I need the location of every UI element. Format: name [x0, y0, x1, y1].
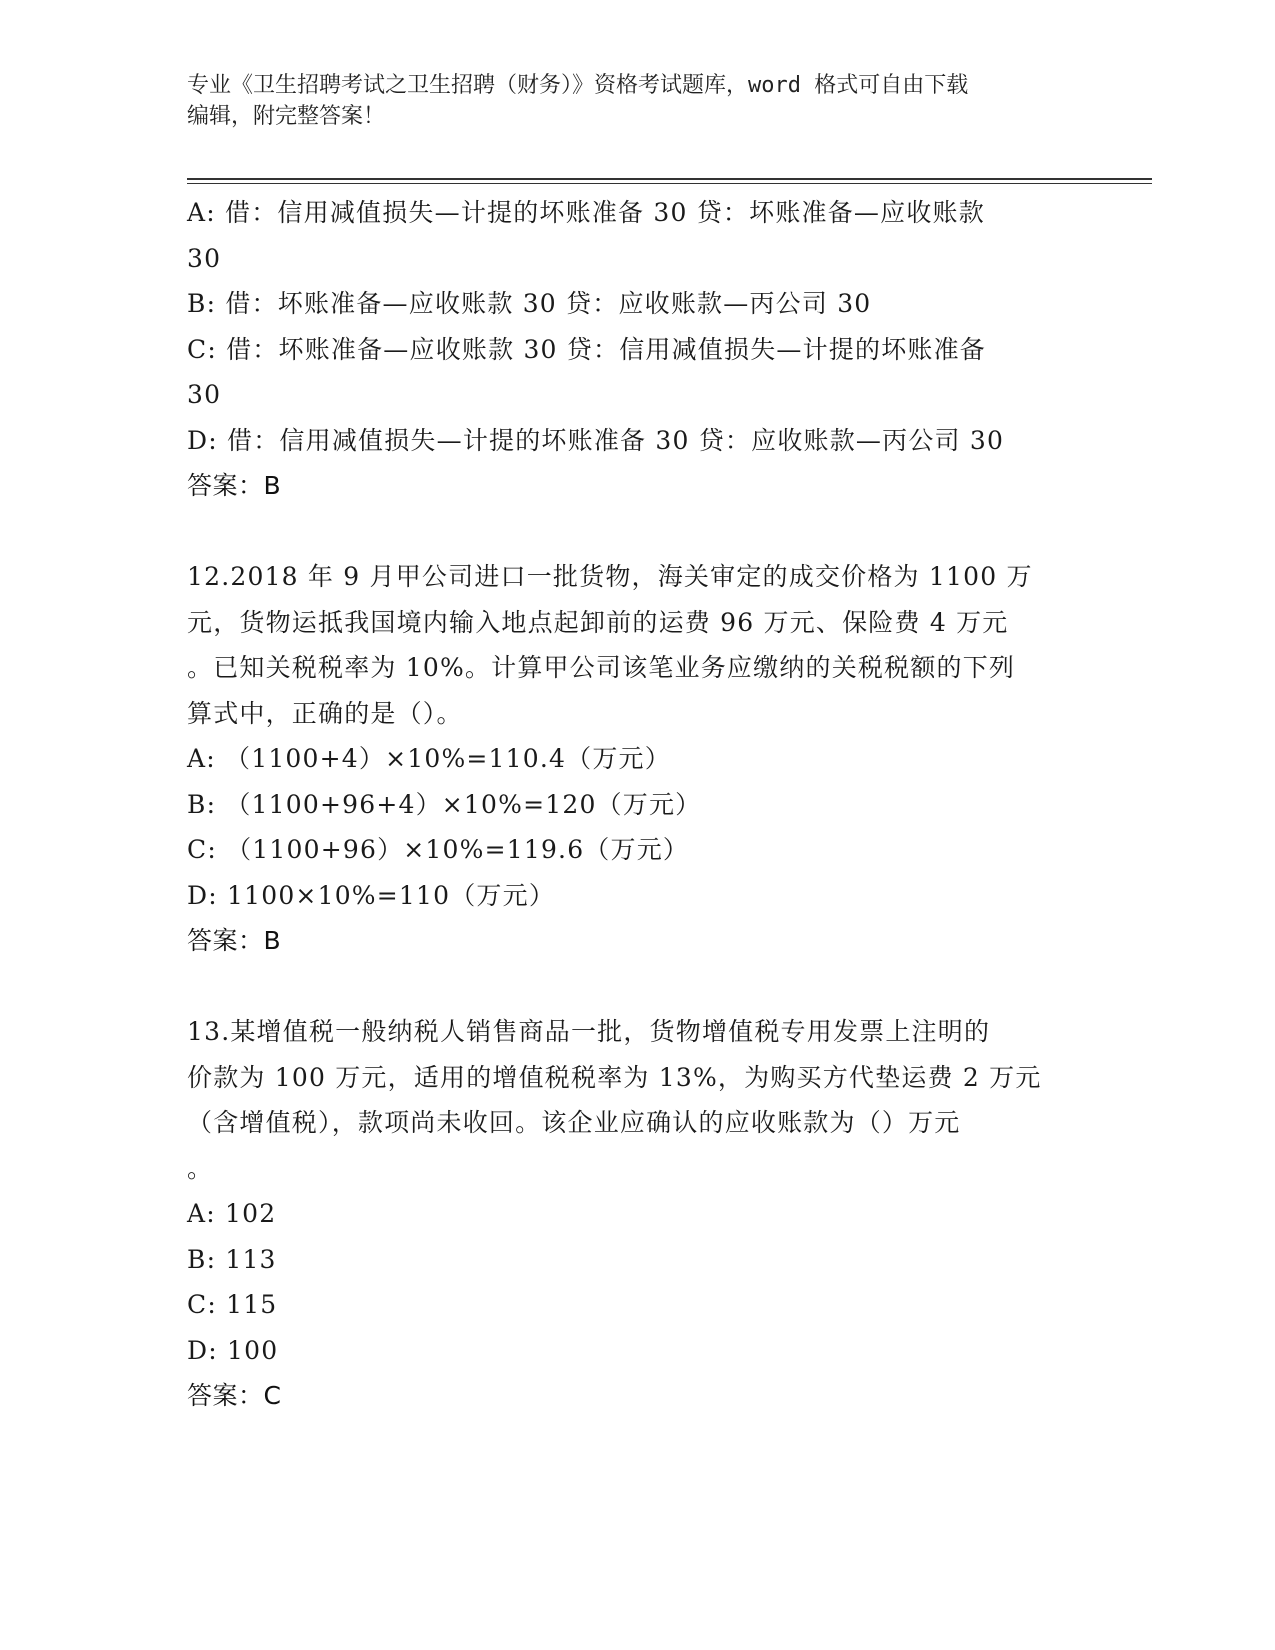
answer-line: 答案：B — [187, 926, 282, 955]
option-line: C: （1100+96）×10%=119.6（万元） — [187, 835, 690, 864]
option-line: C: 借：坏账准备—应收账款 30 贷：信用减值损失—计提的坏账准备 — [187, 334, 987, 364]
option-line: B: 借：坏账准备—应收账款 30 贷：应收账款—丙公司 30 — [187, 289, 872, 318]
question-stem-line: 。已知关税税率为 10%。计算甲公司该笔业务应缴纳的关税税额的下列 — [187, 653, 1016, 682]
question-stem-line: 算式中，正确的是（）。 — [187, 698, 463, 728]
question-stem-line: （含增值税），款项尚未收回。该企业应确认的应收账款为（）万元 — [187, 1108, 961, 1137]
header-rule-thin — [187, 183, 1152, 184]
question-stem-line: 价款为 100 万元，适用的增值税税率为 13%，为购买方代垫运费 2 万元 — [187, 1062, 1042, 1092]
question-stem-line: 。 — [187, 1153, 214, 1183]
question-stem-line: 13.某增值税一般纳税人销售商品一批，货物增值税专用发票上注明的 — [187, 1017, 991, 1046]
question-11 — [187, 190, 1107, 509]
option-line: A: 102 — [187, 1199, 277, 1228]
header-line-1: 专业《卫生招聘考试之卫生招聘（财务）》资格考试题库，word 格式可自由下载 — [187, 73, 969, 98]
option-line: B: （1100+96+4）×10%=120（万元） — [187, 789, 702, 819]
spacer — [187, 964, 1107, 1010]
option-line: D: 借：信用减值损失—计提的坏账准备 30 贷：应收账款—丙公司 30 — [187, 425, 1005, 455]
document-body — [187, 190, 1107, 1419]
question-stem-line: 12.2018 年 9 月甲公司进口一批货物，海关审定的成交价格为 1100 万 — [187, 562, 1033, 591]
option-line: D: 1100×10%=110（万元） — [187, 880, 556, 910]
question-12 — [187, 554, 1107, 964]
question-stem-line: 元，货物运抵我国境内输入地点起卸前的运费 96 万元、保险费 4 万元 — [187, 607, 1009, 637]
option-line: 30 — [187, 380, 222, 409]
spacer — [187, 509, 1107, 555]
option-line: B: 113 — [187, 1244, 277, 1274]
option-line: 30 — [187, 243, 222, 273]
option-line: A: （1100+4）×10%=110.4（万元） — [187, 744, 671, 773]
question-13 — [187, 1009, 1107, 1419]
option-line: C: 115 — [187, 1290, 278, 1319]
header-rule-thick — [187, 178, 1152, 180]
option-line: D: 100 — [187, 1335, 279, 1365]
document-header — [187, 70, 1067, 132]
answer-line: 答案：C — [187, 1381, 282, 1410]
answer-line: 答案：B — [187, 471, 282, 500]
option-line: A: 借：信用减值损失—计提的坏账准备 30 贷：坏账准备—应收账款 — [187, 198, 985, 227]
header-line-2: 编辑，附完整答案！ — [187, 104, 386, 129]
